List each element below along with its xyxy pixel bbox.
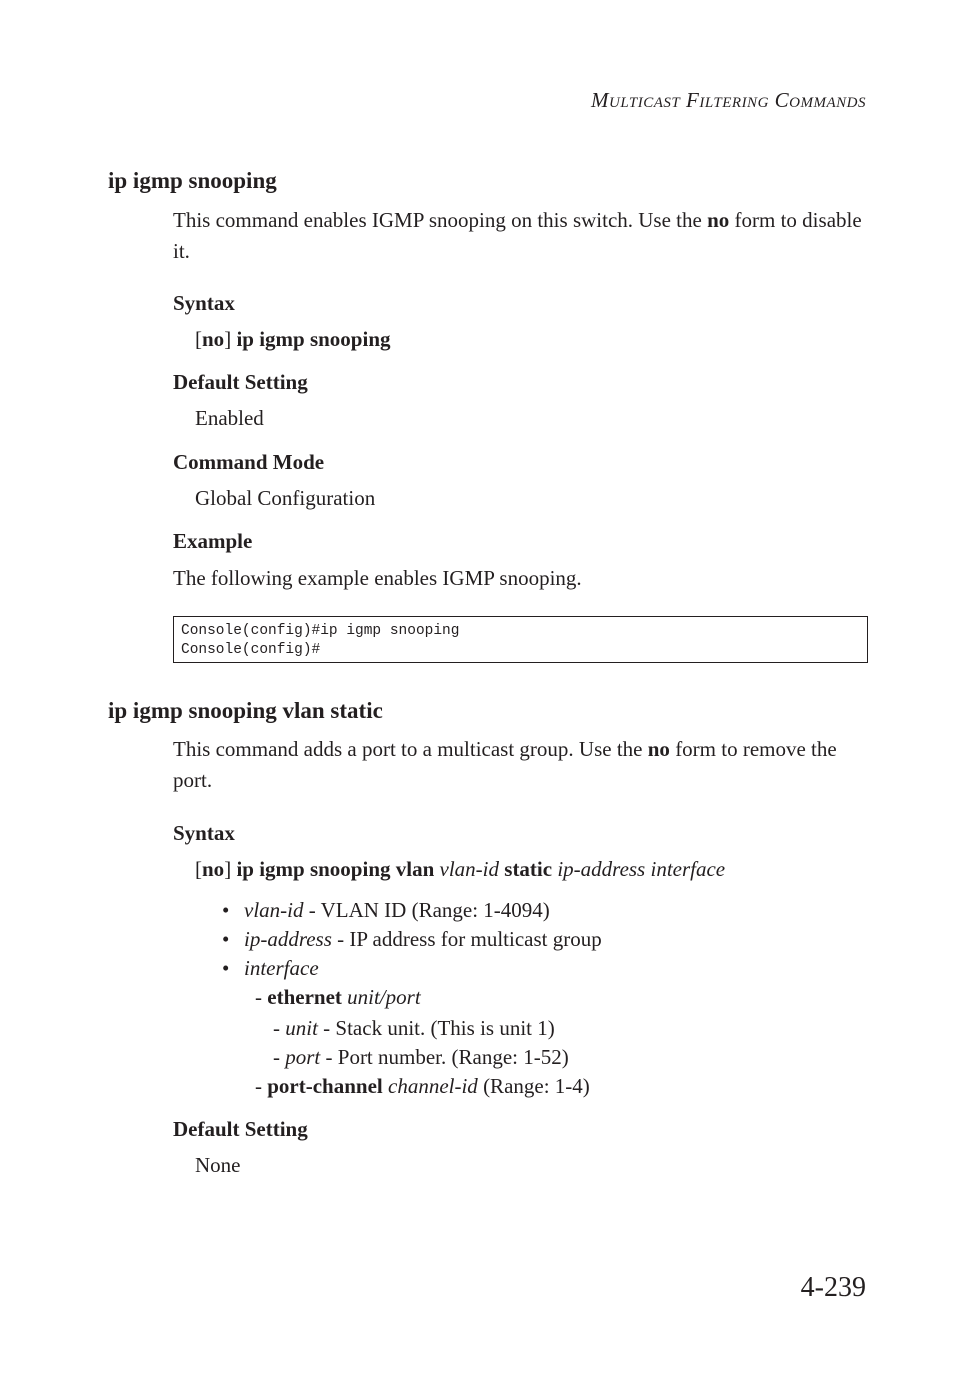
section2-syntax: [no] ip igmp snooping vlan vlan-id static ip-address interface: [195, 857, 726, 881]
section2-syntax-heading: Syntax: [173, 821, 235, 845]
section-title-ip-igmp-snooping-vlan-static: ip igmp snooping vlan static: [108, 698, 383, 723]
section1-syntax: [no] ip igmp snooping: [195, 327, 391, 351]
sub-list-item-port-channel: - port-channel channel-id (Range: 1-4): [255, 1074, 590, 1098]
section1-example-text: The following example enables IGMP snooping.: [173, 566, 582, 590]
section-title-ip-igmp-snooping: ip igmp snooping: [108, 168, 277, 193]
code-example-box: [173, 616, 868, 663]
section1-example-heading: Example: [173, 529, 253, 553]
bullet-icon: •: [222, 956, 230, 980]
section1-description: This command enables IGMP snooping on this switch. Use the no form to disable it.: [173, 208, 862, 263]
code-line: Console(config)#: [181, 642, 321, 658]
sub-list-item-ethernet: - ethernet unit/port: [255, 985, 421, 1009]
section1-default-heading: Default Setting: [173, 370, 308, 394]
bullet-icon: •: [222, 927, 230, 951]
section2-description: This command adds a port to a multicast group. Use the no form to remove the port.: [173, 737, 837, 792]
bullet-icon: •: [222, 898, 230, 922]
list-item: • ip-address - IP address for multicast group: [222, 927, 602, 951]
section1-syntax-heading: Syntax: [173, 291, 235, 315]
section1-default-value: Enabled: [195, 406, 264, 430]
page-number: 4-239: [800, 1272, 866, 1303]
section2-default-value: None: [195, 1153, 241, 1177]
code-line: Console(config)#ip igmp snooping: [181, 623, 460, 639]
list-item: • vlan-id - VLAN ID (Range: 1-4094): [222, 898, 550, 922]
running-head: MULTICAST FILTERING COMMANDS: [591, 88, 866, 112]
section2-default-heading: Default Setting: [173, 1117, 308, 1141]
section1-mode-value: Global Configuration: [195, 486, 376, 510]
sub-list-item-unit: - unit - Stack unit. (This is unit 1): [273, 1016, 555, 1040]
sub-list-item-port: - port - Port number. (Range: 1-52): [273, 1045, 569, 1069]
section1-mode-heading: Command Mode: [173, 450, 325, 474]
list-item: • interface: [222, 956, 319, 980]
